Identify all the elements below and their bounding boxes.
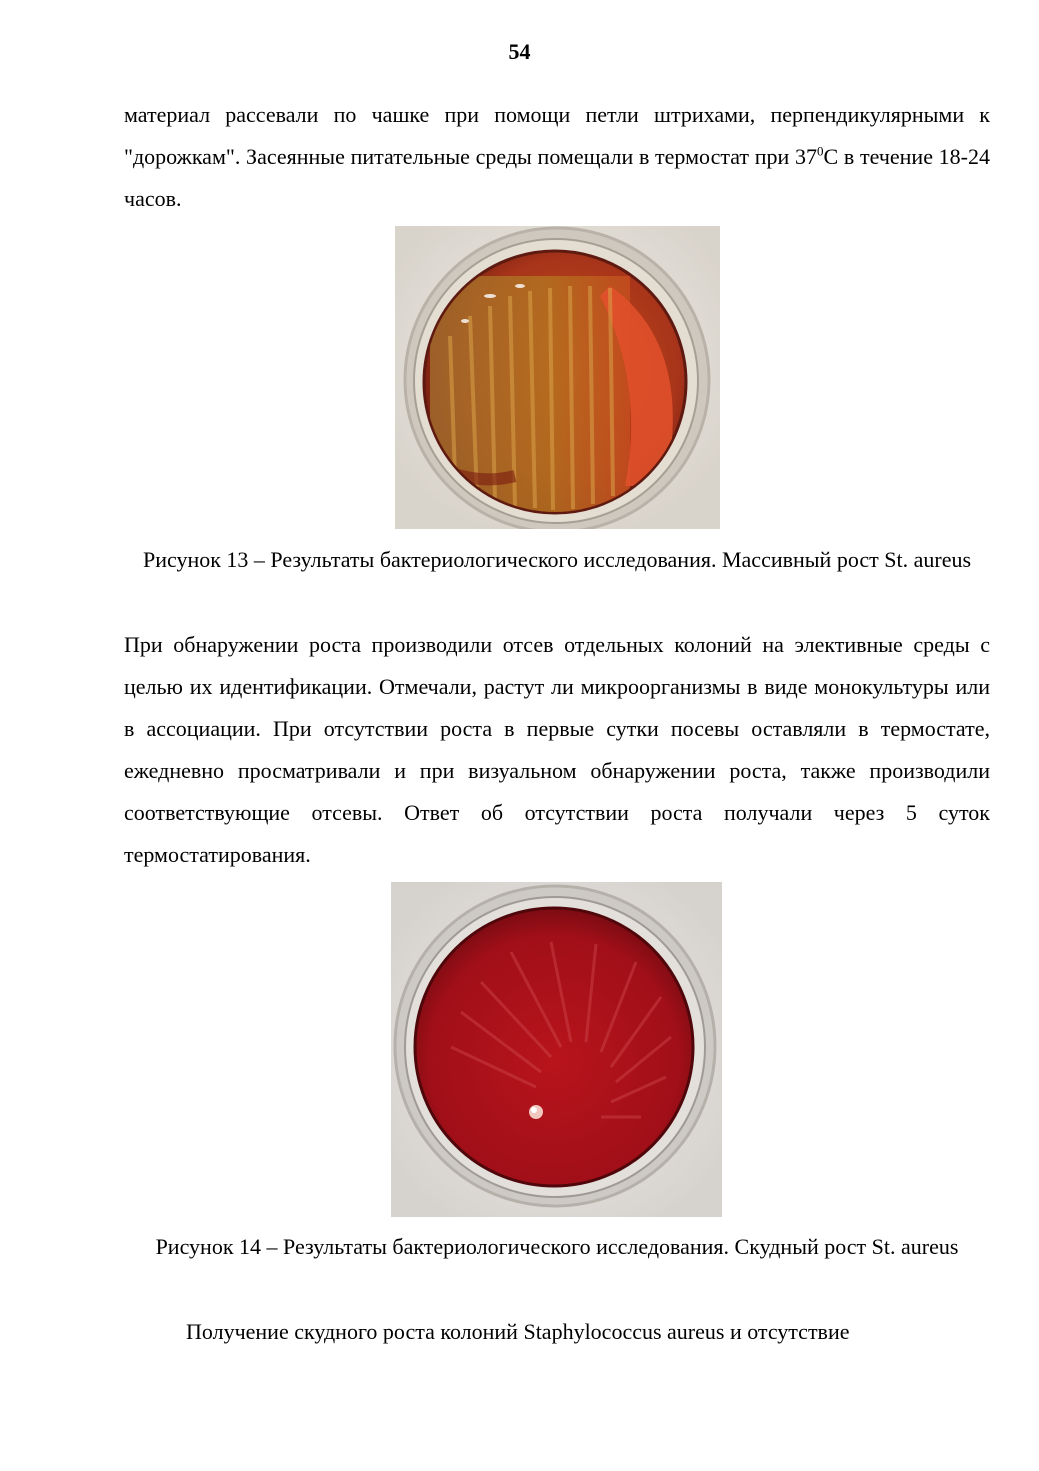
degree-superscript: 0 bbox=[817, 143, 824, 159]
paragraph-2: При обнаружении роста производили отсев отдельных колоний на элективные среды с целью их идентификации. Отмечали, растут ли микроорганизмы в виде монокультуры или в ассоциации. При отсутствии роста в первые сутки посевы оставляли в термостате, ежедневно просматривали и при визуальном обнаружении роста, также производили соответствующие отсевы. Ответ об отсутствии роста получали через 5 суток термостатирования. bbox=[124, 632, 990, 867]
petri-dish-massive-growth bbox=[395, 226, 720, 529]
petri-dish-scant-growth bbox=[391, 882, 722, 1217]
paragraph-1 bbox=[124, 94, 990, 220]
figure-14-caption: Рисунок 14 – Результаты бактериологического исследования. Скудный рост St. aureus bbox=[155, 1234, 959, 1259]
figure-13-caption: Рисунок 13 – Результаты бактериологического исследования. Массивный рост St. aureus bbox=[142, 547, 972, 572]
paragraph-1-text-b: С в течение 18-24 часов. bbox=[124, 144, 990, 211]
figure-13-image bbox=[395, 226, 720, 529]
page-number: 54 bbox=[508, 39, 531, 64]
paragraph-1-text-a: материал рассевали по чашке при помощи петли штрихами, перпендикулярными к "дорожкам". Засеянные питательные среды помещали в термостат при 37 bbox=[124, 102, 990, 169]
paragraph-3: Получение скудного роста колоний Staphylococcus aureus и отсутствие bbox=[186, 1319, 850, 1344]
figure-14-image bbox=[391, 882, 722, 1217]
